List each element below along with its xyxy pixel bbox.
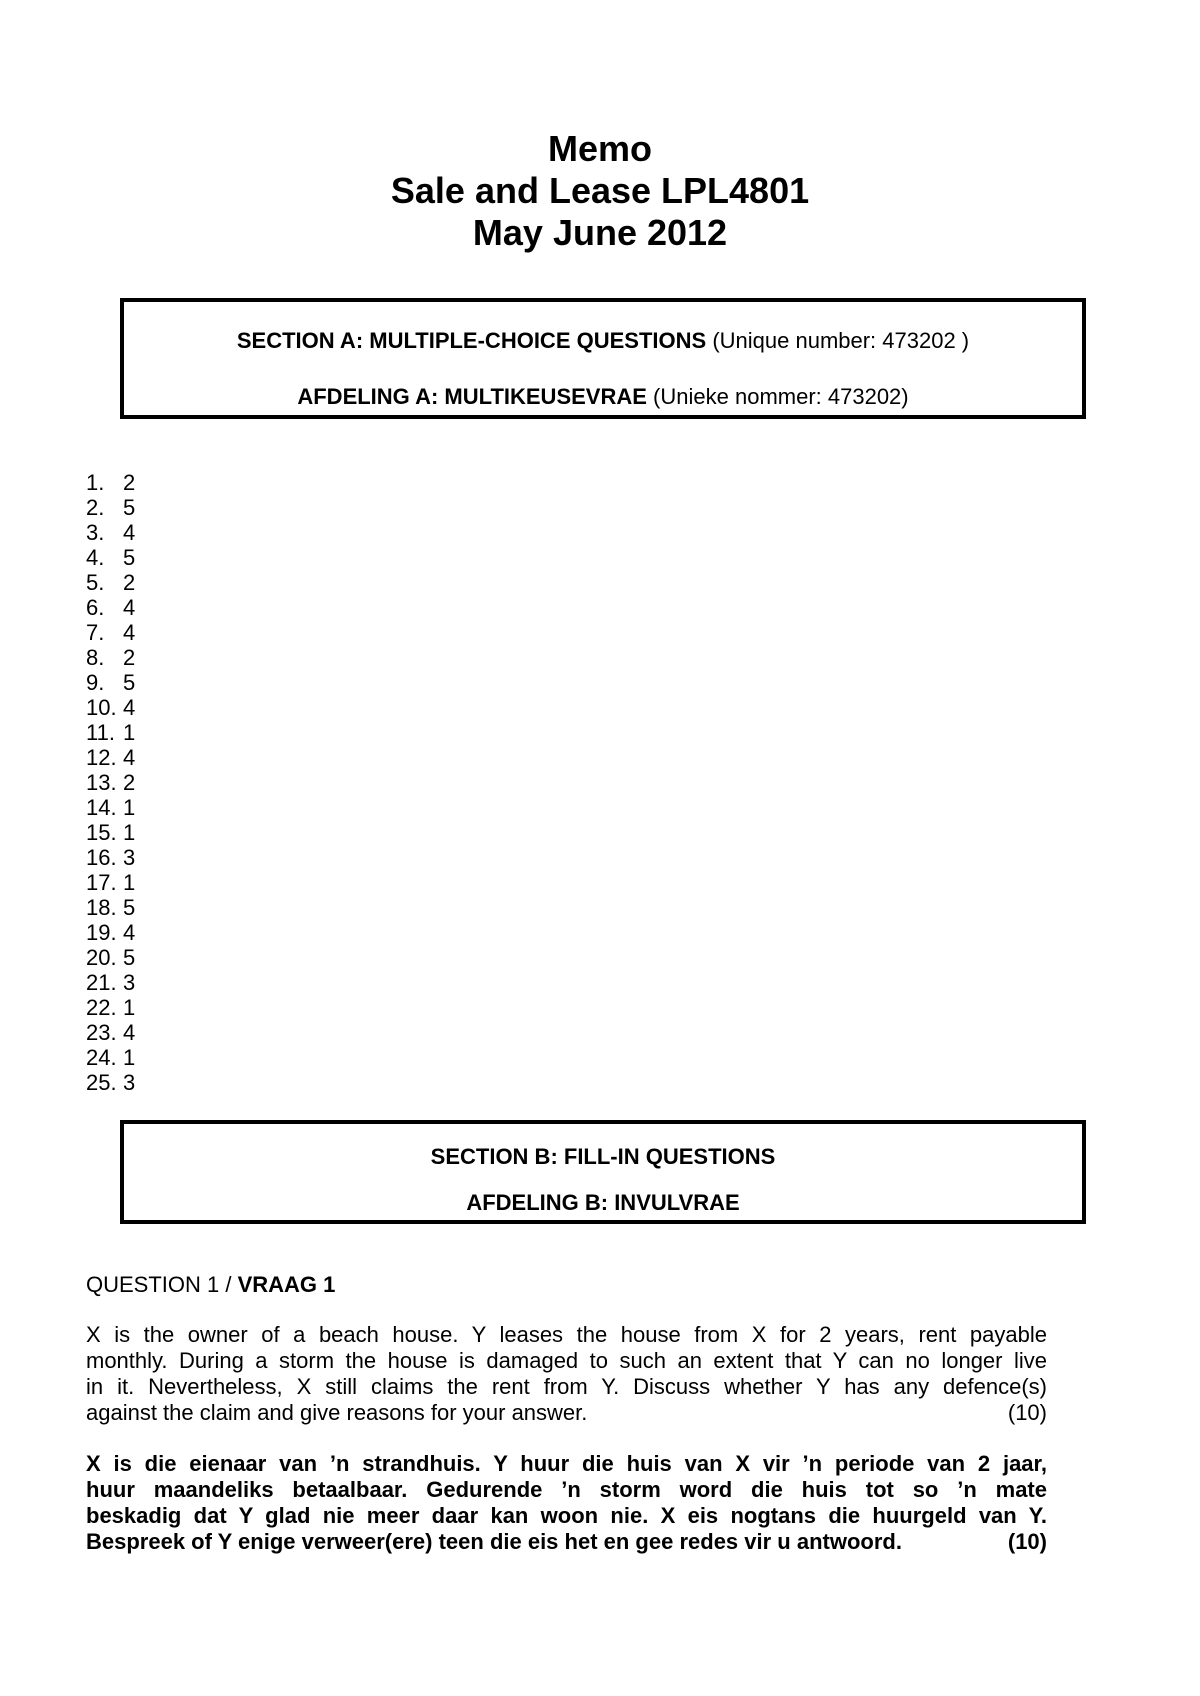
answer-value: 4 [123,920,136,945]
answer-number: 3. [86,520,105,545]
question-1-en-marks: (10) [1007,1400,1047,1425]
answer-value: 1 [123,1045,136,1070]
answer-item [86,770,135,795]
answer-number: 2. [86,495,105,520]
answer-item [86,920,135,945]
answer-item [86,645,135,670]
answer-item [86,945,135,970]
answer-number: 9. [86,670,105,695]
answer-value: 4 [123,595,136,620]
answer-value: 2 [123,645,136,670]
answer-item [86,520,135,545]
answer-number: 23. [86,1020,117,1045]
answer-number: 21. [86,970,117,995]
answer-item [86,895,135,920]
answer-list [86,470,135,1095]
answer-item [86,620,135,645]
question-1-heading-af: VRAAG 1 [237,1272,336,1297]
answer-number: 17. [86,870,117,895]
answer-number: 19. [86,920,117,945]
answer-value: 5 [123,545,136,570]
question-1-af-line: beskadig dat Y glad nie meer daar kan woon nie. X eis nogtans die huurgeld van Y. [86,1503,1047,1528]
answer-item [86,845,135,870]
answer-number: 10. [86,695,117,720]
answer-item [86,970,135,995]
question-1-heading-en: QUESTION 1 / [86,1272,238,1297]
answer-item [86,870,135,895]
section-a-box [120,298,1086,419]
title-line-date: May June 2012 [472,212,728,253]
question-1-heading [86,1272,335,1298]
answer-item [86,470,135,495]
section-a-unique-number-en: (Unique number: 473202 ) [712,328,970,353]
question-1-af-line: Bespreek of Y enige verweer(ere) teen die eis het en gee redes vir u antwoord. [86,1529,902,1554]
answer-value: 4 [123,745,136,770]
question-1-en-line: in it. Nevertheless, X still claims the rent from Y. Discuss whether Y has any defence(s) [86,1374,1047,1399]
answer-number: 16. [86,845,117,870]
answer-item [86,745,135,770]
answer-value: 2 [123,770,136,795]
answer-value: 5 [123,670,136,695]
memo-title [0,128,1200,254]
title-line-course: Sale and Lease LPL4801 [390,170,810,211]
question-1-af-line: huur maandeliks betaalbaar. Gedurende ’n storm word die huis tot so ’n mate [86,1477,1047,1502]
answer-value: 4 [123,520,136,545]
answer-number: 25. [86,1070,117,1095]
question-1-af-marks: (10) [1007,1529,1047,1554]
answer-item [86,720,135,745]
answer-number: 7. [86,620,105,645]
answer-number: 1. [86,470,105,495]
answer-value: 2 [123,570,136,595]
answer-number: 8. [86,645,105,670]
answer-item [86,570,135,595]
section-b-heading-af: AFDELING B: INVULVRAE [466,1190,740,1215]
answer-value: 4 [123,695,136,720]
answer-item [86,1020,135,1045]
answer-number: 5. [86,570,105,595]
answer-value: 1 [123,995,136,1020]
answer-value: 4 [123,1020,136,1045]
question-1-text-en [86,1322,1047,1426]
section-a-title-en: SECTION A: MULTIPLE-CHOICE QUESTIONS [236,328,707,353]
answer-number: 18. [86,895,117,920]
title-line-memo: Memo [547,128,652,169]
answer-value: 2 [123,470,136,495]
section-b-heading-en: SECTION B: FILL-IN QUESTIONS [430,1144,776,1169]
answer-number: 24. [86,1045,117,1070]
answer-number: 13. [86,770,117,795]
answer-number: 12. [86,745,117,770]
answer-number: 14. [86,795,117,820]
question-1-af-line: X is die eienaar van ’n strandhuis. Y huur die huis van X vir ’n periode van 2 jaar, [86,1451,1047,1476]
answer-item [86,595,135,620]
answer-value: 1 [123,795,136,820]
section-a-title-af: AFDELING A: MULTIKEUSEVRAE [297,384,647,409]
answer-value: 3 [123,1070,136,1095]
question-1-en-line: monthly. During a storm the house is damaged to such an extent that Y can no longer live [86,1348,1047,1373]
answer-item [86,695,135,720]
answer-number: 11. [86,720,115,745]
question-1-en-line: X is the owner of a beach house. Y leases the house from X for 2 years, rent payable [86,1322,1047,1347]
answer-item [86,545,135,570]
answer-item [86,495,135,520]
answer-value: 1 [123,720,136,745]
answer-item [86,795,135,820]
answer-value: 1 [123,870,136,895]
answer-item [86,995,135,1020]
answer-value: 5 [123,895,136,920]
answer-value: 5 [123,945,136,970]
answer-number: 6. [86,595,105,620]
question-1-en-line: against the claim and give reasons for your answer. [86,1400,588,1425]
section-a-heading-en [124,328,1082,354]
answer-number: 4. [86,545,105,570]
answer-number: 15. [86,820,117,845]
question-1-af-last-line [86,1529,1047,1555]
question-1-en-last-line [86,1400,1047,1426]
answer-number: 20. [86,945,117,970]
answer-value: 3 [123,970,136,995]
answer-number: 22. [86,995,117,1020]
section-a-heading-af [124,384,1082,410]
question-1-text-af [86,1451,1047,1555]
answer-item [86,1045,135,1070]
answer-item [86,820,135,845]
answer-value: 5 [123,495,136,520]
answer-item [86,1070,135,1095]
answer-value: 1 [123,820,136,845]
section-a-unique-number-af: (Unieke nommer: 473202) [653,384,909,409]
section-b-box [120,1120,1086,1224]
answer-item [86,670,135,695]
answer-value: 4 [123,620,136,645]
answer-value: 3 [123,845,136,870]
